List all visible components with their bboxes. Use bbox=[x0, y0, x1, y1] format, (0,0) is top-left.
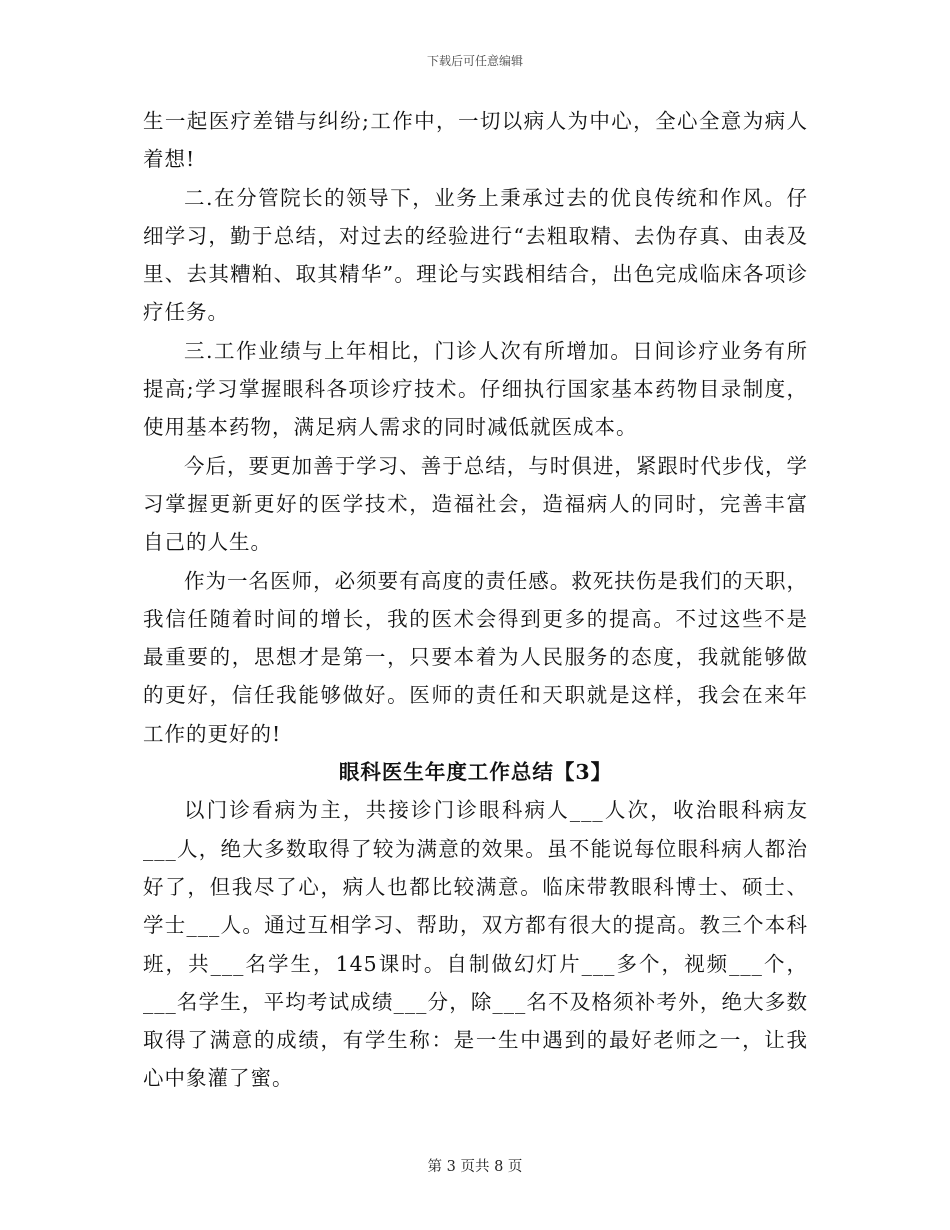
body-paragraph: 作为一名医师，必须要有高度的责任感。救死扶伤是我们的天职，我信任随着时间的增长，我的医术会得到更多的提高。不过这些不是最重要的，思想才是第一，只要本着为人民服务的态度，我就能够做的更好，信任我能够做好。医师的责任和天职就是这样，我会在来年工作的更好的! bbox=[143, 568, 808, 746]
body-paragraph: 今后，要更加善于学习、善于总结，与时俱进，紧跟时代步伐，学习掌握更新更好的医学技术，造福社会，造福病人的同时，完善丰富自己的人生。 bbox=[143, 453, 808, 555]
body-paragraph: 二.在分管院长的领导下，业务上秉承过去的优良传统和作风。仔细学习，勤于总结，对过去的经验进行“去粗取精、去伪存真、由表及里、去其糟粕、取其精华”。理论与实践相结合，出色完成临床各项诊疗任务。 bbox=[143, 185, 808, 325]
page-footer: 第 3 页共 8 页 bbox=[427, 1159, 523, 1175]
page-header: 下载后可任意编辑 bbox=[426, 54, 523, 68]
body-paragraph: 生一起医疗差错与纠纷;工作中，一切以病人为中心，全心全意为病人着想! bbox=[143, 109, 808, 172]
body-paragraph: 以门诊看病为主，共接诊门诊眼科病人___人次，收治眼科病友___人，绝大多数取得了较为满意的效果。虽不能说每位眼科病人都治好了，但我尽了心，病人也都比较满意。临床带教眼科博士、硕士、学士___人。通过互相学习、帮助，双方都有很大的提高。教三个本科班，共___名学生，145课时。自制做幻灯片___多个，视频___个，___名学生，平均考试成绩___分，除___名不及格须补考外，绝大多数取得了满意的成绩，有学生称：是一生中遇到的最好老师之一，让我心中象灌了蜜。 bbox=[143, 798, 808, 1091]
body-paragraph: 三.工作业绩与上年相比，门诊人次有所增加。日间诊疗业务有所提高;学习掌握眼科各项诊疗技术。仔细执行国家基本药物目录制度，使用基本药物，满足病人需求的同时减低就医成本。 bbox=[143, 338, 808, 440]
section-title: 眼科医生年度工作总结【3】 bbox=[338, 760, 613, 785]
document-body bbox=[143, 102, 808, 1098]
